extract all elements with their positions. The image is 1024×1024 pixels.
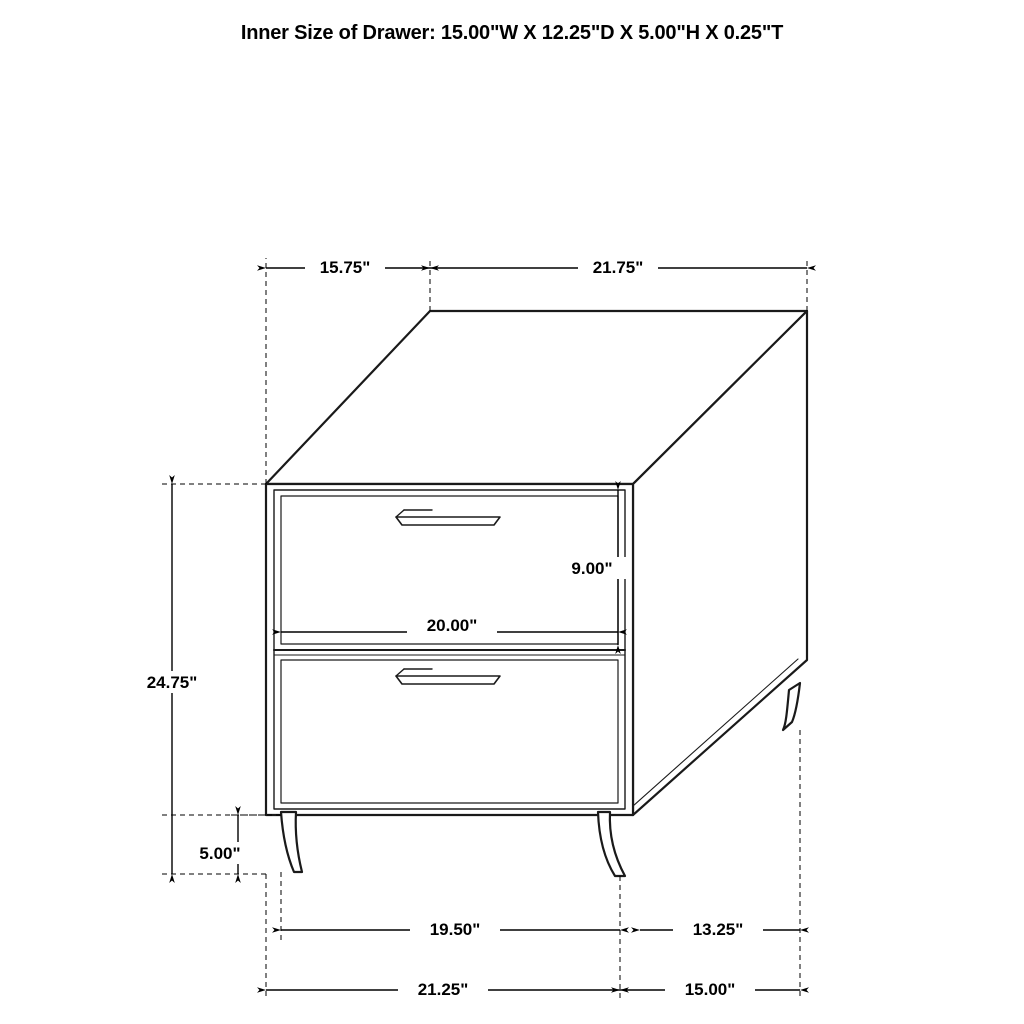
leg-front-left xyxy=(281,812,302,872)
dim-base-side-label: 13.25" xyxy=(692,920,744,939)
leg-rear-right xyxy=(783,683,800,730)
dim-leg-height-label: 5.00" xyxy=(199,844,241,863)
dim-bottom-side-label: 15.00" xyxy=(684,980,736,999)
dim-drawer-height-label: 9.00" xyxy=(571,559,613,578)
nightstand-body xyxy=(266,311,807,876)
leg-front-right xyxy=(598,812,625,876)
dim-base-front-label: 19.50" xyxy=(429,920,481,939)
dim-top-left-label: 15.75" xyxy=(319,258,371,277)
dim-total-height-label: 24.75" xyxy=(146,673,198,692)
dim-top-right-label: 21.75" xyxy=(592,258,644,277)
page-title: Inner Size of Drawer: 15.00"W X 12.25"D X 5.00"H X 0.25"T xyxy=(240,22,784,44)
dim-bottom-front-label: 21.25" xyxy=(417,980,469,999)
dim-drawer-width-label: 20.00" xyxy=(426,616,478,635)
